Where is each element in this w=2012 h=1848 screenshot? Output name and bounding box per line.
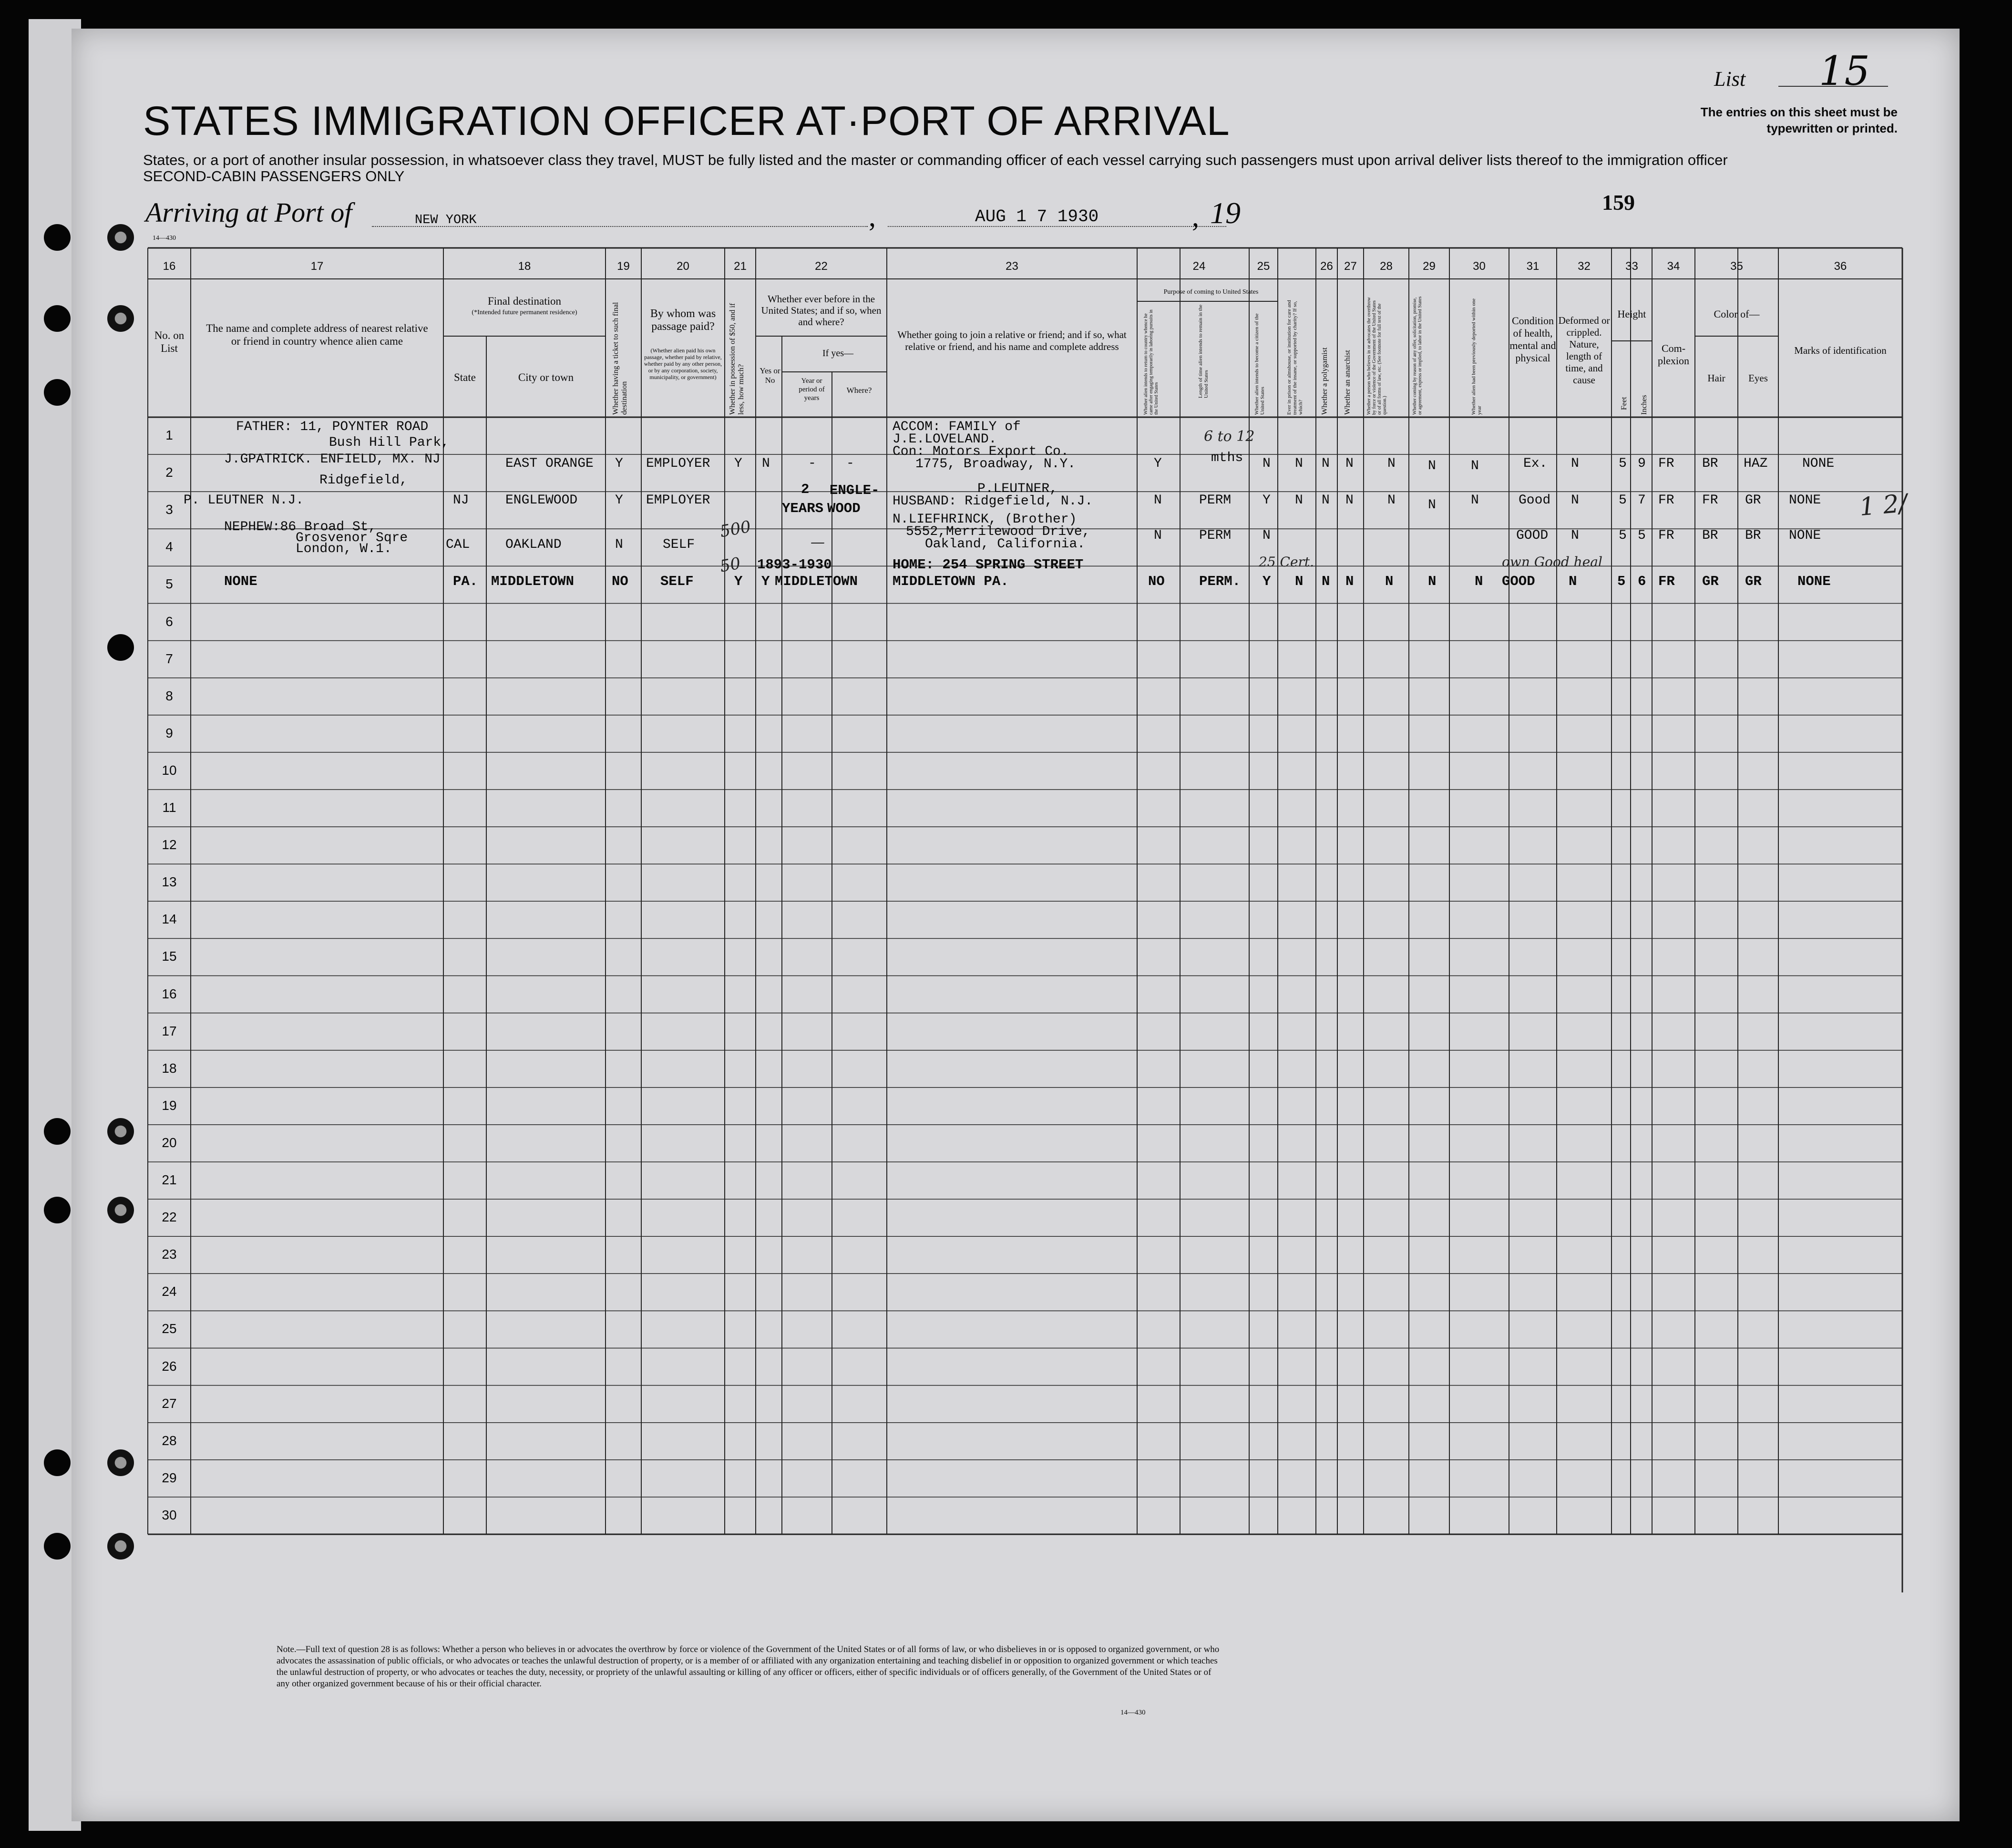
r2-inches: 7: [1638, 493, 1646, 508]
r1-inches: 9: [1638, 456, 1646, 471]
r4-possession: Y: [734, 574, 743, 589]
r2-polygamist: N: [1322, 493, 1330, 508]
page-number: 159: [1602, 190, 1635, 215]
r3-relative-line1: Grosvenor Sqre: [296, 531, 408, 545]
r1-return-intent: Y: [1154, 456, 1162, 471]
r1-overthrow: N: [1387, 456, 1396, 471]
r2-complexion: FR: [1658, 493, 1674, 508]
r3-complexion: FR: [1658, 528, 1674, 543]
row-number: 27: [162, 1396, 177, 1411]
column-number: 20: [677, 260, 689, 273]
header-marks: Marks of identification: [1794, 345, 1887, 356]
row-number: 12: [162, 837, 177, 852]
r4-anarchist: N: [1345, 574, 1354, 589]
r4-inches: 6: [1638, 574, 1646, 589]
r1-eyes: HAZ: [1744, 456, 1768, 471]
r1-where: -: [846, 456, 854, 471]
r1-deported: N: [1471, 459, 1479, 473]
handwritten-list-no: 1 2/: [1858, 489, 1909, 522]
arrival-date-stamp: AUG 1 7 1930: [975, 207, 1099, 226]
r2-prison: N: [1295, 493, 1303, 508]
r2-overthrow: N: [1387, 493, 1396, 508]
header-deformed: Deformed or crippled. Nature, length of time, and cause: [1558, 315, 1610, 386]
row-number: 25: [162, 1321, 177, 1336]
header-possession-50: Whether in possession of $50, and if less, how much?: [729, 303, 745, 415]
comma: ,: [869, 201, 876, 232]
r3-feet: 5: [1619, 528, 1627, 543]
r3-ticket: N: [615, 537, 623, 552]
r2-join-line0: P.LEUTNER,: [977, 482, 1058, 496]
header-city: City or town: [518, 371, 574, 383]
header-ticket: Whether having a ticket to such final destination: [612, 302, 628, 415]
header-yes-no: Yes or No: [760, 366, 780, 385]
handwritten-row3-note: 25 Cert.: [1259, 554, 1314, 570]
header-color-of: Color of—: [1714, 308, 1760, 320]
r1-marks: NONE: [1802, 456, 1835, 471]
row-number: 3: [165, 502, 173, 517]
r1-relative-line0: FATHER: 11, POYNTER ROAD: [236, 420, 429, 434]
r1-deformed: N: [1571, 456, 1579, 471]
r3-state: CAL: [446, 537, 470, 552]
r1-join-line3: 1775, Broadway, N.Y.: [915, 457, 1076, 472]
r2-state: NJ: [453, 493, 469, 508]
r2-where2: WOOD: [827, 501, 861, 516]
r1-ever-before: N: [762, 456, 770, 471]
header-final-destination-note: (*Intended future permanent residence): [472, 309, 577, 316]
header-complexion: Com-plexion: [1658, 342, 1689, 367]
r1-length-note: 6 to 12: [1204, 428, 1255, 445]
header-height: Height: [1617, 308, 1646, 320]
row-number: 4: [165, 539, 173, 554]
header-if-yes: If yes—: [822, 348, 853, 359]
r4-marks: NONE: [1797, 574, 1831, 589]
r1-paid-by: EMPLOYER: [646, 456, 710, 471]
r2-paid-by: EMPLOYER: [646, 493, 710, 508]
r2-ticket: Y: [615, 493, 623, 508]
r1-relative-line2: J.GPATRICK. ENFIELD, MX. NJ: [224, 452, 441, 467]
r1-year: -: [808, 456, 816, 471]
r2-deformed: N: [1571, 493, 1579, 508]
column-number: 34: [1667, 260, 1680, 273]
r2-relative-line0: Ridgefield,: [319, 473, 408, 488]
header-year-period: Year or period of years: [799, 377, 825, 402]
handwritten-50: 50: [718, 554, 742, 576]
row-number: 30: [162, 1507, 177, 1522]
r3-eyes: BR: [1745, 528, 1761, 543]
column-number: 35: [1730, 260, 1743, 273]
arriving-label: Arriving at Port of: [145, 197, 352, 228]
entries-note: The entries on this sheet must be typewritten or printed.: [1700, 105, 1898, 135]
column-number: 26: [1320, 260, 1333, 273]
r4-join-line1: MIDDLETOWN PA.: [893, 574, 1009, 589]
row-number: 29: [162, 1470, 177, 1485]
r1-relative-line1: Bush Hill Park,: [329, 435, 450, 450]
column-number: 21: [734, 260, 747, 273]
r1-join-line0: ACCOM: FAMILY of: [893, 420, 1021, 434]
r2-eyes: GR: [1745, 493, 1761, 508]
r2-relative-line1: P. LEUTNER N.J.: [184, 493, 304, 508]
r3-return-intent: N: [1154, 528, 1162, 543]
r2-feet: 5: [1619, 493, 1627, 508]
r3-citizen: N: [1263, 528, 1271, 543]
r3-marks: NONE: [1789, 528, 1821, 543]
r2-anarchist: N: [1345, 493, 1354, 508]
r2-length: PERM: [1199, 493, 1232, 508]
year-prefix: 19: [1210, 196, 1241, 230]
r3-join-line0: N.LIEFHRINCK, (Brother): [893, 512, 1077, 527]
row-number: 13: [162, 874, 177, 890]
r4-return-intent: NO: [1148, 574, 1165, 589]
column-number: 30: [1473, 260, 1486, 273]
r4-eyes: GR: [1745, 574, 1762, 589]
row-number: 7: [165, 651, 173, 666]
r3-city: OAKLAND: [505, 537, 562, 552]
column-number: 22: [815, 260, 828, 273]
r4-feet: 5: [1617, 574, 1626, 589]
header-health: Condition of health, mental and physical: [1509, 315, 1556, 364]
header-no-on-list: No. on List: [154, 329, 185, 354]
r3-inches: 5: [1638, 528, 1646, 543]
r1-feet: 5: [1619, 456, 1627, 471]
header-passage-paid-note: (Whether alien paid his own passage, whether paid by relative, whether paid by any other person, or by any corporation, society, municipality, or government): [644, 347, 722, 380]
row-number: 5: [165, 576, 173, 592]
row-number: 10: [162, 762, 177, 778]
row-number: 28: [162, 1433, 177, 1448]
r4-where: MIDDLETOWN: [775, 574, 858, 589]
r3-join-line2: Oakland, California.: [925, 537, 1086, 552]
row-number: 17: [162, 1023, 177, 1038]
header-eyes: Eyes: [1748, 372, 1768, 384]
handwritten-500: 500: [719, 517, 752, 542]
handwritten-row4-note: own Good heal: [1502, 554, 1602, 570]
r3-paid-by: SELF: [663, 537, 695, 552]
header-inches: Inches: [1640, 395, 1648, 415]
r1-ticket: Y: [615, 456, 623, 471]
r4-citizen: Y: [1263, 574, 1271, 589]
header-polygamist: Whether a polygamist: [1321, 347, 1329, 415]
row-number: 14: [162, 912, 177, 927]
row-number: 26: [162, 1358, 177, 1374]
header-passage-paid: By whom was passage paid?: [650, 308, 716, 333]
r4-paid-by: SELF: [660, 574, 694, 589]
header-anarchist: Whether an anarchist: [1344, 350, 1352, 415]
passenger-class: SECOND-CABIN PASSENGERS ONLY: [143, 168, 405, 185]
header-hair: Hair: [1707, 372, 1725, 384]
row-number: 21: [162, 1172, 177, 1187]
r4-ever-before: Y: [761, 574, 770, 589]
r4-prison: N: [1295, 574, 1304, 589]
column-number: 24: [1192, 260, 1206, 273]
column-number: 27: [1344, 260, 1357, 273]
r4-polygamist: N: [1322, 574, 1330, 589]
r2-health: Good: [1519, 493, 1551, 508]
list-number: 15: [1819, 48, 1870, 94]
column-number: 31: [1526, 260, 1540, 273]
header-offer-labor: Whether coming by reason of any offer, solicitation, promise, or agreement, express or implied, to labor in the United States: [1412, 296, 1423, 415]
r1-hair: BR: [1702, 456, 1718, 471]
column-number: 25: [1257, 260, 1270, 273]
header-state: State: [454, 371, 476, 383]
row-number: 2: [165, 465, 173, 480]
r1-complexion: FR: [1658, 456, 1674, 471]
r3-hair: BR: [1702, 528, 1718, 543]
column-number: 18: [518, 260, 531, 273]
r4-overthrow: N: [1385, 574, 1394, 589]
r4-deported: N: [1475, 574, 1483, 589]
r4-hair: GR: [1702, 574, 1719, 589]
r1-length: mths: [1211, 451, 1243, 465]
header-deported: Whether alien had been previously deported within one year: [1471, 298, 1482, 415]
header-citizen-intent: Whether alien intends to become a citizen of the United States: [1254, 313, 1265, 415]
column-number: 16: [163, 260, 176, 273]
list-label: List: [1714, 67, 1746, 91]
r4-length: PERM.: [1199, 574, 1241, 589]
column-number: 19: [617, 260, 630, 273]
column-number: 17: [310, 260, 324, 273]
r2-year2: YEARS: [782, 501, 824, 516]
row-number: 8: [165, 688, 173, 703]
form-code-top: 14—430: [153, 235, 176, 242]
r4-state: PA.: [453, 574, 478, 589]
r2-join-line1: HUSBAND: Ridgefield, N.J.: [893, 494, 1093, 509]
footnote-question-28: Note.—Full text of question 28 is as follows: Whether a person who believes in or advocates the overthrow by force or violence of the Government of the United States or of all forms of law, or who disbelieves in or is opposed to organized government, or who advocates the assassination of public officials, or who advocates or teaches the unlawful destruction of property, or is a member of or affiliated with any organization entertaining and teaching disbelief in or opposition to organized government or which teaches the unlawful destruction of property, or who advocates or teaches the duty, necessity, or propriety of the unlawful assaulting or killing of any officer or officers, either of specific individuals or of officers generally, of the Government of the United States or of any other organized government because of his or their official character.: [277, 1644, 1220, 1689]
header-going-to-join: Whether going to join a relative or friend; and if so, what relative or friend, and his name and complete address: [897, 329, 1127, 352]
r2-city: ENGLEWOOD: [505, 493, 578, 508]
comma: ,: [1192, 201, 1199, 232]
r2-hair: FR: [1702, 493, 1718, 508]
r2-return-intent: N: [1154, 493, 1162, 508]
header-length-of-stay: Length of time alien intends to remain in the United States: [1198, 304, 1209, 398]
r3-length: PERM: [1199, 528, 1232, 543]
r2-deported: N: [1471, 493, 1479, 508]
r1-join-line1: J.E.LOVELAND.: [893, 432, 997, 447]
r3-health: GOOD: [1516, 528, 1549, 543]
r2-year: 2: [801, 482, 810, 497]
header-final-destination: Final destination: [488, 295, 561, 307]
r2-where: ENGLE-: [830, 483, 880, 498]
row-number: 19: [162, 1098, 177, 1113]
r1-city: EAST ORANGE: [505, 456, 594, 471]
row-number: 23: [162, 1247, 177, 1262]
header-prison: Ever in prison or almshouse, or institution for care and treatment of the insane, or supported by charity? If so, which?: [1286, 300, 1304, 415]
row-number: 16: [162, 986, 177, 1001]
r1-anarchist: N: [1345, 456, 1354, 471]
column-number: 32: [1578, 260, 1591, 273]
r2-offer: N: [1428, 498, 1436, 513]
port-value: NEW YORK: [415, 213, 477, 227]
r1-polygamist: N: [1322, 456, 1330, 471]
r4-offer: N: [1428, 574, 1437, 589]
row-number: 22: [162, 1210, 177, 1225]
column-number: 28: [1380, 260, 1393, 273]
r1-health: Ex.: [1523, 456, 1548, 471]
header-ever-before: Whether ever before in the United States; and if so, when and where?: [761, 293, 882, 328]
row-number: 24: [162, 1284, 177, 1299]
row-number: 18: [162, 1060, 177, 1076]
r4-health: GOOD: [1502, 574, 1535, 589]
r4-complexion: FR: [1658, 574, 1675, 589]
row-number: 15: [162, 949, 177, 964]
r3-deformed: N: [1571, 528, 1579, 543]
row-number: 9: [165, 725, 173, 740]
r1-join-line2: Con: Motors Export Co.: [893, 444, 1069, 459]
header-return-intent: Whether alien intends to return to country whence he came after engaging temporarily in laboring pursuits in the United States: [1143, 309, 1159, 415]
column-number: 33: [1625, 260, 1638, 273]
r4-relative: NONE: [224, 574, 257, 589]
header-nearest-relative: The name and complete address of nearest relative or friend in country whence alien came: [206, 322, 428, 347]
row-number: 11: [162, 800, 176, 815]
column-number: 23: [1006, 260, 1018, 273]
r4-join-line0: HOME: 254 SPRING STREET: [893, 557, 1084, 573]
r2-marks: NONE: [1789, 493, 1821, 508]
form-instructions: States, or a port of another insular possession, in whatsoever class they travel, MUST be fully listed and the master or commanding officer of each vessel carrying such passengers must upon arrival deliver lists thereof to the immigration officer: [143, 152, 1728, 168]
r1-offer: N: [1428, 459, 1436, 473]
r2-citizen: Y: [1263, 493, 1271, 508]
r1-possession: Y: [734, 456, 742, 471]
header-purpose: Purpose of coming to United States: [1163, 288, 1259, 296]
r3-relative-line0: NEPHEW:86 Broad St,: [224, 520, 377, 534]
header-overthrow: Whether a person who believes in or advocates the overthrow by force or violence of the Government of the United States or of all forms of law, etc. (See footnote for full text of the question.): [1366, 297, 1387, 415]
r1-prison: N: [1295, 456, 1303, 471]
column-number: 36: [1834, 260, 1847, 273]
handwritten-dash: —: [811, 534, 825, 551]
r1-citizen: N: [1263, 456, 1271, 471]
row-number: 20: [162, 1135, 177, 1150]
header-feet: Feet: [1620, 397, 1628, 410]
r4-year: 1893-1930: [757, 557, 832, 573]
r3-join-line1: 5552,Merrilewood Drive,: [906, 524, 1090, 539]
row-number: 6: [165, 614, 173, 629]
column-number: 29: [1423, 260, 1436, 273]
form-title: STATES IMMIGRATION OFFICER AT·PORT OF ARRIVAL: [143, 98, 1230, 144]
r4-city: MIDDLETOWN: [491, 574, 575, 589]
r4-deformed: N: [1569, 574, 1577, 589]
header-where: Where?: [846, 386, 872, 395]
form-code-bottom: 14—430: [1120, 1709, 1146, 1716]
r4-ticket: NO: [612, 574, 628, 589]
row-number: 1: [165, 428, 173, 442]
r3-relative-line2: London, W.1.: [296, 542, 392, 556]
